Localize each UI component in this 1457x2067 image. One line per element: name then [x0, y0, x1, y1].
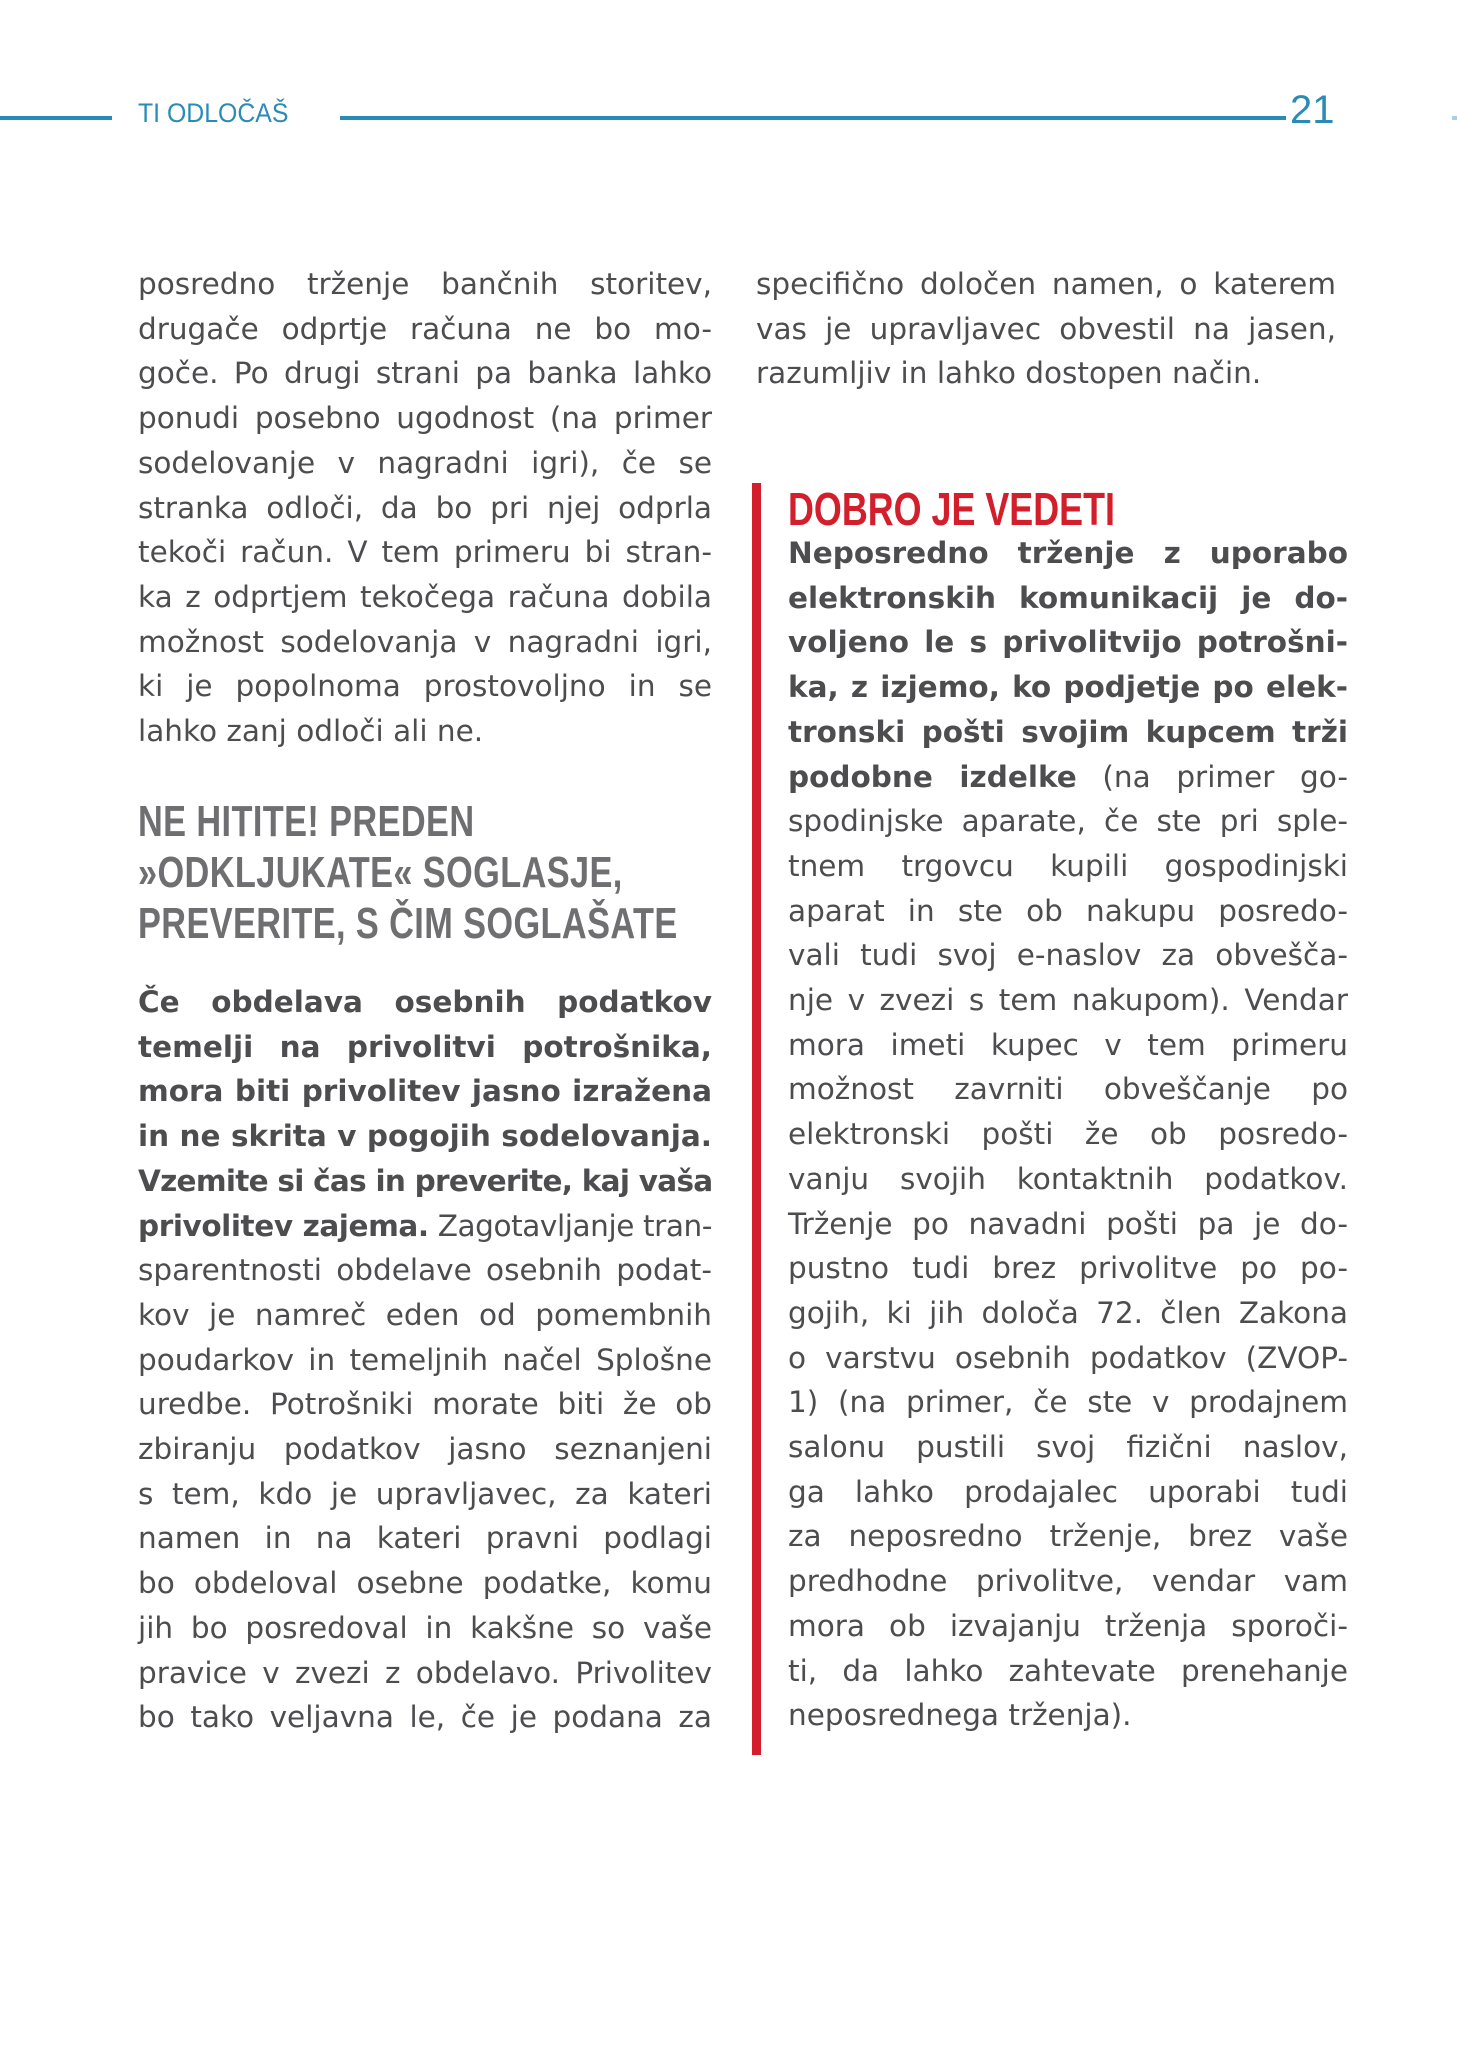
page-edge-mark [1452, 116, 1457, 120]
text-line: mora imeti kupec v tem primeru [788, 1027, 1348, 1062]
text-line: bo tako veljavna le, če je podana za [138, 1700, 712, 1735]
text-line: neposrednega trženja). [788, 1698, 1132, 1733]
running-header [0, 88, 1457, 140]
regular-fragment: (na primer go- [1076, 759, 1349, 794]
text-line: ka z odprtjem tekočega računa dobila [138, 579, 712, 614]
heading-line: »ODKLJUKATE« SOGLASJE, [138, 848, 623, 897]
text-line: jih bo posredoval in kakšne so vaše [138, 1610, 712, 1645]
text-line: zbiranju podatkov jasno seznanjeni [138, 1432, 712, 1467]
bold-text-line: tronski pošti svojim kupcem trži [788, 714, 1348, 749]
text-line: pravice v zvezi z obdelavo. Privolitev [138, 1655, 712, 1690]
right-continuation-paragraph [756, 262, 1336, 396]
bold-text-line: voljeno le s privolitvijo potrošni- [788, 625, 1348, 660]
text-line: nje v zvezi s tem nakupom). Vendar [788, 983, 1348, 1018]
bold-text-line: ka, z izjemo, ko podjetje po elek- [788, 670, 1348, 705]
text-line: uredbe. Potrošniki morate biti že ob [138, 1387, 712, 1422]
left-main-paragraph [138, 980, 712, 1740]
text-line: poudarkov in temeljnih načel Splošne [138, 1342, 712, 1377]
header-rule-middle [340, 116, 1286, 120]
text-line: 1) (na primer, če ste v prodajnem [788, 1385, 1348, 1420]
info-box-title: DOBRO JE VEDETI [788, 483, 1115, 535]
text-line: gojih, ki jih določa 72. člen Zakona [788, 1295, 1348, 1330]
bold-text-line: in ne skrita v pogojih sodelovanja. [138, 1119, 712, 1154]
bold-text-line: elektronskih komunikacij je do- [788, 580, 1348, 615]
text-line: vanju svojih kontaktnih podatkov. [788, 1161, 1348, 1196]
text-line: salonu pustili svoj fizični naslov, [788, 1430, 1348, 1465]
heading-line: NE HITITE! PREDEN [138, 797, 475, 846]
text-line: Trženje po navadni pošti pa je do- [788, 1206, 1348, 1241]
text-line: ti, da lahko zahtevate prenehanje [788, 1653, 1348, 1688]
text-line: predhodne privolitve, vendar vam [788, 1564, 1348, 1599]
text-line: drugače odprtje računa ne bo mo- [138, 311, 712, 346]
text-line: sodelovanje v nagradni igri), če se [138, 445, 712, 480]
bold-text-line: Neposredno trženje z uporabo [788, 536, 1348, 570]
text-line: namen in na kateri pravni podlagi [138, 1521, 712, 1556]
info-box-good-to-know [752, 483, 1372, 1755]
regular-fragment: Zagotavljanje tran- [428, 1208, 713, 1243]
text-line: možnost zavrniti obveščanje po [788, 1072, 1348, 1107]
bold-text-line: Vzemite si čas in preverite, kaj vaša [138, 1163, 713, 1198]
section-heading [138, 796, 678, 949]
bold-fragment: podobne izdelke [788, 759, 1077, 794]
text-line: goče. Po drugi strani pa banka lahko [138, 356, 712, 391]
info-box-body [788, 531, 1348, 1738]
mixed-text-line [138, 1204, 712, 1249]
info-box-accent-bar [752, 483, 761, 1755]
text-line: specifično določen namen, o katerem [756, 267, 1336, 301]
text-line: vas je upravljavec obvestil na jasen, [756, 311, 1336, 346]
text-line: elektronski pošti že ob posredo- [788, 1117, 1348, 1152]
text-line: tekoči račun. V tem primeru bi stran- [138, 535, 712, 570]
mixed-text-line [788, 755, 1348, 800]
bold-fragment: privolitev zajema. [138, 1208, 429, 1243]
text-line: ki je popolnoma prostovoljno in se [138, 669, 712, 704]
text-line: sparentnosti obdelave osebnih podat- [138, 1253, 712, 1288]
header-rule-left [0, 116, 112, 120]
text-line: tnem trgovcu kupili gospodinjski [788, 848, 1348, 883]
text-line: pustno tudi brez privolitve po po- [788, 1251, 1348, 1286]
bold-text-line: Če obdelava osebnih podatkov [138, 985, 712, 1019]
text-line: ponudi posebno ugodnost (na primer [138, 401, 712, 436]
text-line: vali tudi svoj e-naslov za obvešča- [788, 938, 1348, 973]
text-line: stranka odloči, da bo pri njej odprla [138, 490, 712, 525]
page-number: 21 [1290, 88, 1335, 132]
bold-text-line: mora biti privolitev jasno izražena [138, 1074, 712, 1109]
text-line: ga lahko prodajalec uporabi tudi [788, 1474, 1348, 1509]
text-line: s tem, kdo je upravljavec, za kateri [138, 1476, 712, 1511]
text-line: za neposredno trženje, brez vaše [788, 1519, 1348, 1554]
text-line: mora ob izvajanju trženja sporoči- [788, 1608, 1348, 1643]
heading-line: PREVERITE, S ČIM SOGLAŠATE [138, 899, 678, 948]
bold-text-line: temelji na privolitvi potrošnika, [138, 1029, 712, 1064]
text-line: spodinjske aparate, če ste pri sple- [788, 804, 1348, 839]
text-line: razumljiv in lahko dostopen način. [756, 356, 1262, 391]
text-line: bo obdeloval osebne podatke, komu [138, 1566, 712, 1601]
text-line: aparat in ste ob nakupu posredo- [788, 893, 1348, 928]
text-line: posredno trženje bančnih storitev, [138, 267, 712, 301]
text-line: možnost sodelovanja v nagradni igri, [138, 624, 712, 659]
section-label: TI ODLOČAŠ [138, 98, 289, 128]
left-intro-paragraph [138, 262, 712, 754]
text-line: kov je namreč eden od pomembnih [138, 1297, 712, 1332]
text-line: o varstvu osebnih podatkov (ZVOP- [788, 1340, 1348, 1375]
text-line: lahko zanj odloči ali ne. [138, 714, 484, 749]
